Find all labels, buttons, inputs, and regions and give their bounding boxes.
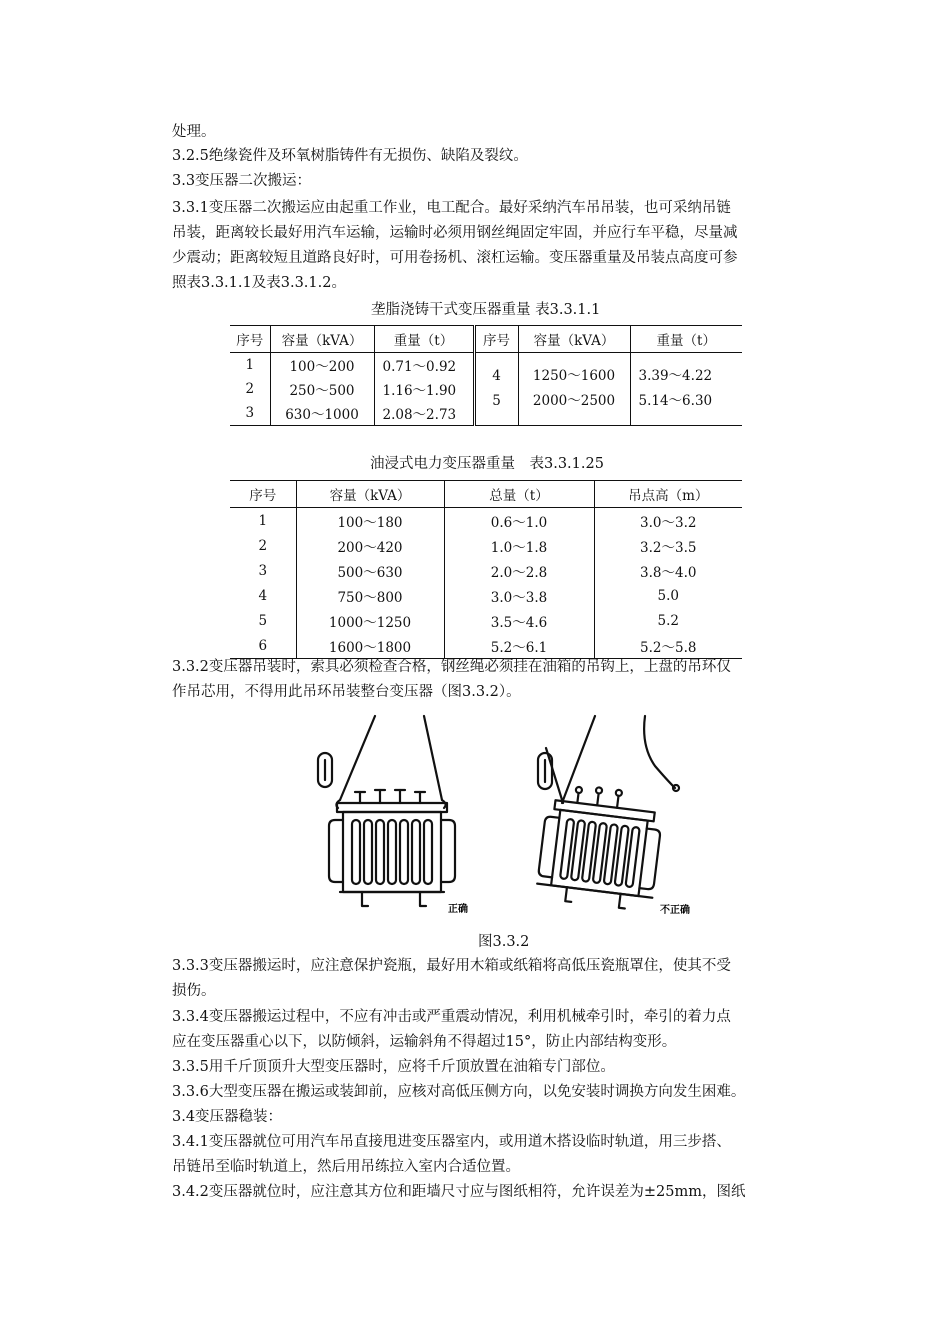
paragraph-line: 吊装，距离较长最好用汽车运输，运输时必须用钢丝绳固定牢固，并应行车平稳，尽量减: [172, 225, 738, 241]
table-cell: 2.08～2.73: [374, 401, 474, 426]
table-row: [230, 558, 742, 583]
table-cell: 5: [258, 612, 268, 629]
table-cell: 200～420: [296, 533, 444, 558]
table-cell: 250～500: [270, 377, 374, 401]
paragraph-line: 3.3.1变压器二次搬运应由起重工作业，电工配合。最好采纳汽车吊吊装，也可采纳吊链: [172, 200, 731, 216]
table-row: [230, 608, 742, 633]
table-cell: 3.5～4.6: [444, 608, 594, 633]
table-header-row: [230, 326, 742, 353]
table-cell: 5.2～5.8: [594, 633, 742, 659]
paragraph-line: 3.2.5绝缘瓷件及环氧树脂铸件有无损伤、缺陷及裂纹。: [172, 148, 528, 164]
table-cell: 3.8～4.0: [594, 558, 742, 583]
table-cell: [630, 353, 742, 426]
table-cell: 1.16～1.90: [374, 377, 474, 401]
table-row: [230, 633, 742, 659]
table-cell: 2: [245, 381, 255, 397]
incorrect-label: 不正确: [660, 905, 690, 916]
correct-label: 正确: [448, 904, 468, 915]
table-cell-line: 3.39～4.22: [638, 368, 713, 384]
table-row: [230, 533, 742, 558]
table-cell-line: 4: [492, 368, 501, 384]
table-cell: 2: [258, 537, 268, 554]
paragraph-line: 吊链吊至临时轨道上，然后用吊练拉入室内合适位置。: [172, 1159, 520, 1175]
table-cell: 6: [258, 637, 268, 654]
table-cell: 500～630: [296, 558, 444, 583]
table-cell: 1.0～1.8: [444, 533, 594, 558]
table-row: [230, 583, 742, 608]
table-row: [230, 508, 742, 534]
paragraph-line: 3.4.1变压器就位可用汽车吊直接甩进变压器室内，或用道木搭设临时轨道，用三步搭、: [172, 1134, 731, 1150]
table-header-cell: 容量（kVA）: [518, 326, 630, 353]
table2-caption: 油浸式电力变压器重量 表3.3.1.25: [370, 456, 604, 472]
paragraph-line: 3.3.3变压器搬运时，应注意保护瓷瓶，最好用木箱或纸箱将高低压瓷瓶罩住，使其不受: [172, 958, 731, 974]
paragraph-line: 3.3.5用千斤顶顶升大型变压器时，应将千斤顶放置在油箱专门部位。: [172, 1059, 615, 1075]
table-cell: 3: [245, 405, 255, 421]
table-cell: 4: [258, 587, 268, 604]
paragraph-line: 3.4.2变压器就位时，应注意其方位和距墙尺寸应与图纸相符，允许误差为±25mm，图纸: [172, 1184, 746, 1200]
table-cell: 100～200: [270, 353, 374, 378]
table-dry-transformer-weight: [230, 325, 742, 426]
table-cell: 1000～1250: [296, 608, 444, 633]
table-header-cell: 总量（t）: [444, 481, 594, 508]
table-oil-transformer-weight: [230, 480, 742, 659]
table-cell: 5.2～6.1: [444, 633, 594, 659]
table-cell: 3.0～3.2: [594, 508, 742, 534]
paragraph-line: 照表3.3.1.1及表3.3.1.2。: [172, 275, 346, 291]
paragraph-line: 少震动；距离较短且道路良好时，可用卷扬机、滚杠运输。变压器重量及吊装点高度可参: [172, 250, 738, 266]
table-cell: 1: [245, 357, 255, 373]
table-row: [230, 353, 742, 378]
table-header-cell: 重量（t）: [374, 326, 474, 353]
section-heading: 3.3变压器二次搬运：: [172, 173, 312, 189]
table-cell: [518, 353, 630, 426]
incorrect-lifting-drawing: [535, 716, 679, 912]
table1-caption: 垄脂浇铸干式变压器重量 表3.3.1.1: [371, 302, 601, 318]
table-cell-line: 1250～1600: [532, 368, 616, 384]
table-header-row: [230, 481, 742, 508]
table-cell-line: 2000～2500: [532, 393, 616, 409]
paragraph-line: 损伤。: [172, 983, 216, 999]
table-header-cell: 重量（t）: [630, 326, 742, 353]
table-header-cell: 序号: [230, 481, 296, 508]
table-cell: 5.2: [594, 608, 742, 633]
paragraph-line: 3.3.6大型变压器在搬运或装卸前，应核对高低压侧方向，以免安装时调换方向发生困难。: [172, 1084, 746, 1100]
table-header-cell: 吊点高（m）: [594, 481, 742, 508]
table-cell: 1600～1800: [296, 633, 444, 659]
table-cell: 2.0～2.8: [444, 558, 594, 583]
table-cell: 3.0～3.8: [444, 583, 594, 608]
paragraph-line: 3.3.4变压器搬运过程中，不应有冲击或严重震动情况，利用机械牵引时，牵引的着力点: [172, 1009, 731, 1025]
table-cell-line: 5: [492, 393, 501, 409]
table-cell: 0.71～0.92: [374, 353, 474, 378]
table-header-cell: 序号: [474, 326, 518, 353]
table-header-cell: 容量（kVA）: [270, 326, 374, 353]
table-cell: 630～1000: [270, 401, 374, 426]
section-heading: 3.4变压器稳装：: [172, 1109, 283, 1125]
table-cell-line: 5.14～6.30: [638, 393, 713, 409]
transformer-lifting-figure: [310, 708, 710, 923]
table-header-cell: 序号: [230, 326, 270, 353]
figure-caption: 图3.3.2: [478, 934, 530, 950]
table-cell: 0.6～1.0: [444, 508, 594, 534]
correct-lifting-drawing: [318, 716, 455, 906]
table-cell: 3.2～3.5: [594, 533, 742, 558]
table-cell: 5.0: [594, 583, 742, 608]
paragraph-line: 作吊芯用，不得用此吊环吊装整台变压器（图3.3.2）。: [172, 684, 521, 700]
table-cell: 3: [258, 562, 268, 579]
paragraph-line: 应在变压器重心以下，以防倾斜，运输斜角不得超过15°，防止内部结构变形。: [172, 1034, 677, 1050]
paragraph-line: 3.3.2变压器吊装时，索具必须检查合格，钢丝绳必须挂在油箱的吊钩上，上盘的吊环仅: [172, 659, 731, 675]
table-cell: 1: [258, 512, 268, 529]
table-header-cell: 容量（kVA）: [296, 481, 444, 508]
paragraph-line: 处理。: [172, 124, 216, 140]
table-cell: [474, 353, 518, 426]
table-cell: 750～800: [296, 583, 444, 608]
table-cell: 100～180: [296, 508, 444, 534]
